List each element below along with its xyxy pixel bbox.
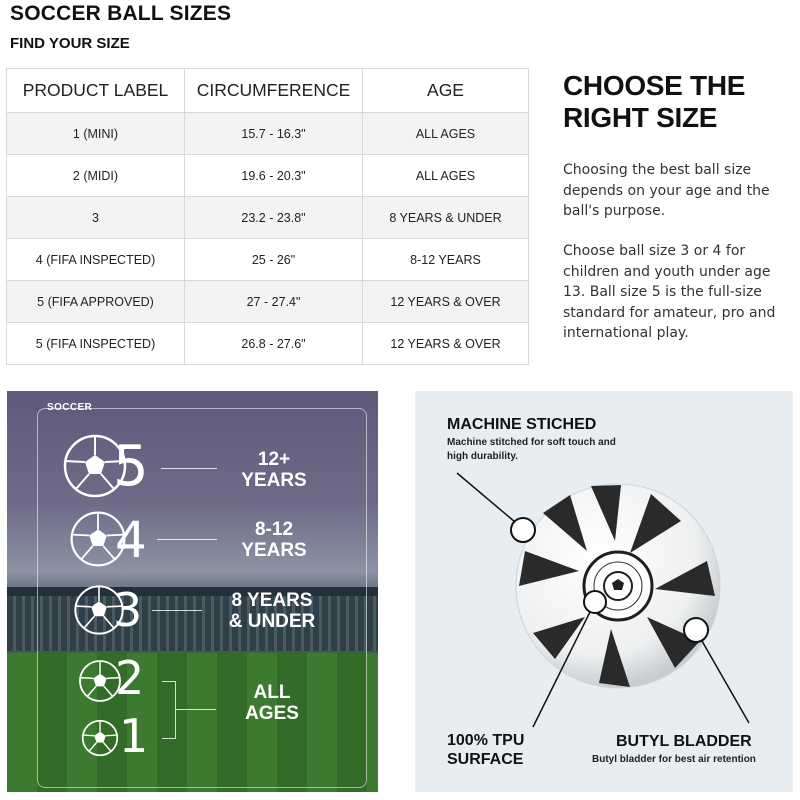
guide-heading: CHOOSE THE RIGHT SIZE <box>563 70 746 133</box>
panel-label: SOCCER <box>47 402 93 413</box>
table-cell-age: ALL AGES <box>363 113 529 155</box>
table-row <box>7 197 529 239</box>
age-line: 12+ <box>257 449 291 470</box>
age-line: YEARS <box>241 470 307 491</box>
size-number-4: 4 <box>115 511 147 569</box>
table-header-row <box>7 69 529 113</box>
butyl-bladder-desc: Butyl bladder for best air retention <box>592 754 756 765</box>
table-cell-label: 2 (MIDI) <box>7 155 185 197</box>
table-cell-age: 12 YEARS & OVER <box>363 281 529 323</box>
size-table <box>6 68 529 365</box>
table-row <box>7 323 529 365</box>
table-cell-age: 8 YEARS & UNDER <box>363 197 529 239</box>
age-8-under <box>217 590 327 632</box>
table-cell-circumference: 26.8 - 27.6" <box>185 323 363 365</box>
age-8-12 <box>219 519 329 561</box>
guide-paragraph-2: Choose ball size 3 or 4 for children and youth under age 13. Ball size 5 is the full-size standard for amateur, pro and international play. <box>563 243 776 341</box>
table-cell-label: 4 (FIFA INSPECTED) <box>7 239 185 281</box>
page-subtitle: FIND YOUR SIZE <box>10 35 130 52</box>
age-12-plus <box>219 449 329 491</box>
soccer-ball-icon <box>81 719 119 757</box>
page-title: SOCCER BALL SIZES <box>10 2 232 25</box>
table-cell-label: 5 (FIFA INSPECTED) <box>7 323 185 365</box>
machine-stitched-desc <box>447 436 616 464</box>
connector-line <box>152 610 202 611</box>
table-cell-circumference: 25 - 26" <box>185 239 363 281</box>
age-line: ALL <box>253 682 291 703</box>
table-row <box>7 239 529 281</box>
desc-line: Machine stitched for soft touch and <box>447 437 616 448</box>
bracket-all-ages <box>162 681 176 739</box>
size-number-1: 1 <box>119 709 149 763</box>
connector-line <box>157 539 217 540</box>
table-header-circumference: CIRCUMFERENCE <box>185 69 363 113</box>
age-line: 8-12 <box>254 519 294 540</box>
age-line: YEARS <box>241 540 307 561</box>
size-number-2: 2 <box>115 651 145 705</box>
table-cell-label: 3 <box>7 197 185 239</box>
table-row <box>7 113 529 155</box>
title-line: SURFACE <box>447 751 524 768</box>
machine-stitched-title: MACHINE STICHED <box>447 416 597 433</box>
title-line: 100% TPU <box>447 732 525 749</box>
table-cell-circumference: 23.2 - 23.8" <box>185 197 363 239</box>
butyl-bladder-title: BUTYL BLADDER <box>616 733 752 750</box>
table-cell-age: 12 YEARS & OVER <box>363 323 529 365</box>
table-cell-age: 8-12 YEARS <box>363 239 529 281</box>
connector-line <box>161 468 217 469</box>
size-infographic-panel <box>7 391 378 792</box>
table-header-age: AGE <box>363 69 529 113</box>
table-row <box>7 281 529 323</box>
age-line: & UNDER <box>228 611 316 632</box>
table-cell-age: ALL AGES <box>363 155 529 197</box>
tpu-surface-title <box>447 731 524 769</box>
table-cell-circumference: 27 - 27.4" <box>185 281 363 323</box>
age-all-ages <box>217 682 327 724</box>
table-cell-label: 1 (MINI) <box>7 113 185 155</box>
connector-line <box>176 709 216 710</box>
age-line: AGES <box>245 703 299 724</box>
ball-features-panel <box>415 391 793 792</box>
table-cell-circumference: 15.7 - 16.3" <box>185 113 363 155</box>
table-row <box>7 155 529 197</box>
age-line: 8 YEARS <box>231 590 313 611</box>
desc-line: high durability. <box>447 451 518 462</box>
table-cell-label: 5 (FIFA APPROVED) <box>7 281 185 323</box>
guide-paragraph-1: Choosing the best ball size depends on your age and the ball's purpose. <box>563 162 770 219</box>
table-cell-circumference: 19.6 - 20.3" <box>185 155 363 197</box>
size-number-3: 3 <box>113 583 143 637</box>
table-header-product-label: PRODUCT LABEL <box>7 69 185 113</box>
size-number-5: 5 <box>113 434 149 499</box>
